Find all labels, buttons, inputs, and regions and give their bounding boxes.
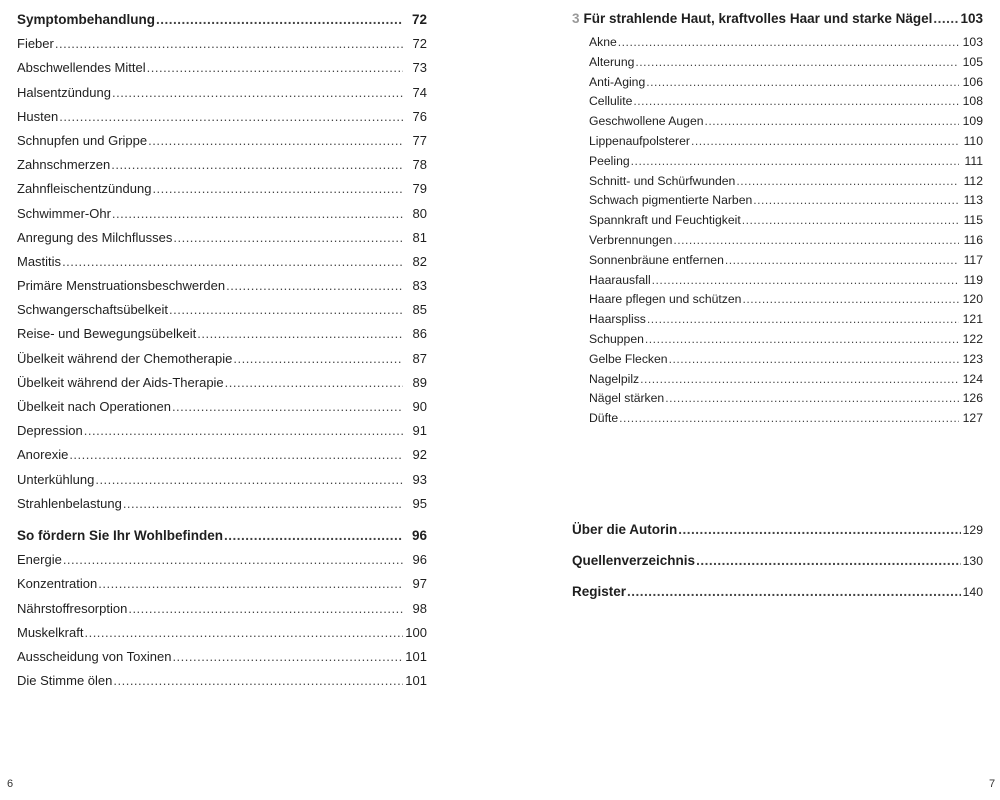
toc-entry-title: Zahnfleischentzündung — [17, 181, 152, 197]
toc-entry[interactable] — [572, 151, 983, 171]
toc-page-number: 101 — [405, 648, 427, 664]
leader-dots — [753, 190, 959, 210]
leader-dots — [640, 369, 959, 389]
toc-page-number: 97 — [412, 576, 427, 592]
leader-dots — [55, 32, 403, 56]
toc-entry-title: Symptombehandlung — [17, 12, 155, 27]
toc-page-number: 105 — [962, 54, 983, 69]
toc-back-matter-entry[interactable] — [572, 576, 983, 607]
toc-entry-title: Verbrennungen — [589, 232, 673, 247]
toc-entry[interactable] — [17, 81, 427, 105]
toc-entry-title: Fieber — [17, 36, 54, 52]
toc-chapter-title — [572, 8, 932, 30]
toc-entry[interactable] — [17, 202, 427, 226]
toc-entry-title: Muskelkraft — [17, 624, 84, 640]
leader-dots — [63, 548, 403, 572]
toc-entry-title: Mastitis — [17, 253, 62, 269]
toc-page-number: 80 — [412, 205, 427, 221]
toc-page-number: 90 — [412, 399, 427, 414]
leader-dots — [933, 8, 958, 30]
toc-entry-title: Über die Autorin — [572, 522, 678, 537]
toc-entry-title: Primäre Menstruationsbeschwerden — [17, 278, 226, 294]
toc-entry-title: Reise- und Bewegungsübelkeit — [17, 326, 197, 342]
toc-page-number: 129 — [962, 523, 983, 537]
toc-entry[interactable] — [572, 190, 983, 210]
toc-entry[interactable] — [17, 322, 427, 346]
toc-entry[interactable] — [17, 56, 427, 80]
leader-dots — [705, 111, 959, 131]
toc-entry-title: Haarspliss — [589, 312, 646, 327]
toc-page-number: 112 — [963, 173, 983, 188]
toc-entry-title: Schnupfen und Grippe — [17, 132, 148, 148]
toc-page-number: 103 — [960, 11, 983, 26]
toc-page-number: 124 — [962, 371, 983, 386]
toc-entry-title: Sonnenbräune entfernen — [589, 252, 724, 267]
leader-dots — [647, 309, 959, 329]
toc-section-heading[interactable] — [17, 524, 427, 548]
toc-entry[interactable] — [17, 274, 427, 298]
toc-entry-title: Übelkeit während der Chemotherapie — [17, 350, 233, 366]
toc-entry-title: Schwangerschaftsübelkeit — [17, 302, 169, 318]
toc-page-number: 91 — [412, 423, 427, 439]
toc-entry-title: Haarausfall — [589, 272, 651, 287]
toc-section-heading[interactable] — [17, 8, 427, 32]
toc-entry-title: Nagelpilz — [589, 371, 640, 386]
toc-page-number: 83 — [412, 278, 427, 294]
toc-entry[interactable] — [17, 669, 427, 693]
toc-entry[interactable] — [17, 105, 427, 129]
toc-page-number: 140 — [962, 585, 983, 599]
leader-dots — [725, 250, 959, 270]
toc-entry[interactable] — [572, 111, 983, 131]
toc-page-number: 126 — [962, 391, 983, 406]
toc-page-number: 76 — [412, 108, 427, 124]
toc-entry[interactable] — [572, 408, 983, 428]
toc-entry[interactable] — [572, 309, 983, 329]
toc-entry[interactable] — [17, 419, 427, 443]
leader-dots — [172, 395, 403, 419]
toc-page-number: 89 — [412, 374, 427, 390]
toc-entry-title: Depression — [17, 423, 83, 439]
leader-dots — [172, 645, 403, 669]
toc-entry-title: Anti-Aging — [589, 74, 646, 89]
leader-dots — [225, 371, 403, 395]
leader-dots — [678, 514, 960, 545]
right-toc-list — [572, 8, 983, 428]
toc-page-number: 103 — [962, 35, 983, 49]
left-toc-list — [17, 8, 427, 693]
leader-dots — [95, 468, 403, 492]
toc-entry-title: Abschwellendes Mittel — [17, 60, 146, 76]
leader-dots — [156, 8, 403, 32]
toc-entry[interactable] — [17, 32, 427, 56]
toc-page-number: 72 — [411, 12, 427, 27]
toc-entry-title: So fördern Sie Ihr Wohlbefinden — [17, 527, 224, 543]
toc-entry-title: Schuppen — [589, 331, 644, 346]
toc-entry[interactable] — [17, 129, 427, 153]
leader-dots — [112, 202, 403, 226]
leader-dots — [152, 177, 403, 201]
toc-back-matter-entry[interactable] — [572, 514, 983, 545]
toc-page-number: 119 — [963, 272, 983, 287]
toc-entry-title: Strahlenbelastung — [17, 495, 122, 511]
toc-page-number: 96 — [412, 552, 427, 568]
toc-page-number: 117 — [963, 252, 983, 267]
toc-entry-title: Haare pflegen und schützen — [589, 292, 742, 307]
toc-entry-title: Übelkeit nach Operationen — [17, 399, 171, 414]
toc-page-number: 122 — [962, 331, 983, 346]
leader-dots — [631, 151, 959, 171]
leader-dots — [169, 298, 403, 322]
leader-dots — [691, 131, 959, 151]
toc-page-number: 72 — [412, 36, 427, 52]
toc-page-number: 127 — [962, 411, 983, 426]
toc-page-number: 95 — [412, 495, 427, 511]
toc-entry[interactable] — [572, 210, 983, 230]
toc-entry[interactable] — [17, 548, 427, 572]
toc-page-number: 101 — [405, 673, 427, 689]
leader-dots — [226, 274, 403, 298]
toc-entry-title: Schwimmer-Ohr — [17, 205, 111, 221]
toc-entry-title: Akne — [589, 35, 617, 49]
toc-entry-title: Cellulite — [589, 94, 633, 109]
toc-page-number: 120 — [962, 292, 983, 307]
toc-entry[interactable] — [17, 621, 427, 645]
leader-dots — [62, 250, 403, 274]
toc-page-number: 121 — [962, 312, 983, 327]
toc-page-number: 93 — [412, 471, 427, 487]
toc-page-number: 81 — [412, 229, 427, 245]
leader-dots — [619, 408, 959, 428]
toc-entry[interactable] — [17, 645, 427, 669]
toc-entry[interactable] — [572, 52, 983, 72]
toc-entry-title: Ausscheidung von Toxinen — [17, 648, 172, 664]
leader-dots — [673, 230, 959, 250]
toc-entry[interactable] — [17, 492, 427, 516]
toc-entry-title: Energie — [17, 552, 62, 568]
toc-entry[interactable] — [17, 250, 427, 274]
toc-page-number: 78 — [412, 157, 427, 173]
toc-entry-title: Nägel stärken — [589, 391, 665, 406]
toc-entry-title: Gelbe Flecken — [589, 351, 668, 366]
toc-entry-title: Übelkeit während der Aids-Therapie — [17, 374, 224, 390]
toc-page-number: 111 — [964, 153, 983, 168]
toc-entry[interactable] — [572, 388, 983, 408]
leader-dots — [736, 171, 959, 191]
leader-dots — [147, 56, 403, 80]
toc-entry[interactable] — [17, 153, 427, 177]
leader-dots — [69, 443, 403, 467]
toc-page-number: 115 — [963, 213, 983, 228]
toc-entry[interactable] — [17, 298, 427, 322]
toc-page-number: 92 — [412, 447, 427, 463]
leader-dots — [197, 322, 403, 346]
toc-page-number: 113 — [963, 193, 983, 208]
toc-page-number: 87 — [412, 350, 427, 366]
leader-dots — [627, 576, 961, 607]
toc-entry-title: Lippenaufpolsterer — [589, 133, 690, 148]
leader-dots — [633, 91, 959, 111]
toc-entry[interactable] — [572, 289, 983, 309]
toc-entry-title: Quellenverzeichnis — [572, 553, 696, 568]
toc-entry[interactable] — [572, 250, 983, 270]
toc-entry[interactable] — [572, 32, 983, 52]
leader-dots — [646, 72, 959, 92]
leader-dots — [652, 270, 959, 290]
toc-entry-title: Konzentration — [17, 576, 98, 592]
toc-entry[interactable] — [572, 329, 983, 349]
leader-dots — [742, 289, 959, 309]
toc-entry-title: Halsentzündung — [17, 84, 111, 100]
leader-dots — [59, 105, 403, 129]
toc-entry[interactable] — [17, 572, 427, 596]
toc-chapter-heading[interactable] — [572, 8, 983, 30]
toc-entry-title: Unterkühlung — [17, 471, 95, 487]
toc-entry[interactable] — [17, 177, 427, 201]
toc-entry[interactable] — [572, 131, 983, 151]
toc-entry-title: Zahnschmerzen — [17, 157, 111, 173]
leader-dots — [618, 32, 959, 52]
toc-entry[interactable] — [17, 371, 427, 395]
toc-page-number: 82 — [412, 253, 427, 269]
toc-page-number: 108 — [962, 94, 983, 109]
leader-dots — [224, 524, 403, 548]
toc-page-number: 73 — [412, 60, 427, 76]
toc-entry[interactable] — [17, 347, 427, 371]
toc-page-number: 100 — [405, 624, 427, 640]
chapter-number: 3 — [572, 11, 580, 26]
leader-dots — [669, 349, 959, 369]
leader-dots — [112, 81, 403, 105]
leader-dots — [148, 129, 403, 153]
leader-dots — [111, 153, 403, 177]
leader-dots — [645, 329, 959, 349]
toc-entry[interactable] — [572, 369, 983, 389]
toc-entry[interactable] — [572, 72, 983, 92]
toc-entry-title: Husten — [17, 108, 59, 124]
toc-page-number: 106 — [962, 74, 983, 89]
toc-page-number: 116 — [963, 232, 983, 247]
chapter-title-text: Für strahlende Haut, kraftvolles Haar und starke Nägel — [583, 11, 933, 26]
leader-dots — [113, 669, 403, 693]
toc-page-number: 110 — [963, 133, 983, 148]
back-matter-list — [572, 514, 983, 607]
toc-entry[interactable] — [17, 443, 427, 467]
toc-back-matter-entry[interactable] — [572, 545, 983, 576]
toc-entry[interactable] — [17, 226, 427, 250]
toc-entry[interactable] — [17, 597, 427, 621]
toc-page-number: 74 — [412, 84, 427, 100]
toc-entry-title: Alterung — [589, 54, 635, 69]
toc-entry[interactable] — [17, 395, 427, 419]
leader-dots — [128, 597, 403, 621]
toc-page-number: 130 — [962, 554, 983, 568]
leader-dots — [98, 572, 403, 596]
toc-page-number: 98 — [412, 600, 427, 616]
toc-page-number: 77 — [412, 132, 427, 148]
toc-entry-title: Düfte — [589, 411, 619, 426]
toc-entry[interactable] — [572, 91, 983, 111]
toc-page-number: 85 — [412, 302, 427, 318]
toc-entry[interactable] — [572, 230, 983, 250]
leader-dots — [635, 52, 959, 72]
toc-entry-title: Nährstoffresorption — [17, 600, 128, 616]
toc-entry-title: Anorexie — [17, 447, 69, 463]
toc-entry-title: Peeling — [589, 153, 630, 168]
leader-dots — [84, 419, 403, 443]
toc-page-number: 123 — [962, 351, 983, 366]
toc-entry-title: Die Stimme ölen — [17, 673, 113, 689]
toc-entry-title: Schwach pigmentierte Narben — [589, 193, 753, 208]
toc-page-number: 96 — [411, 527, 427, 543]
toc-entry-title: Schnitt- und Schürfwunden — [589, 173, 736, 188]
toc-entry-title: Register — [572, 584, 627, 599]
page-number-left: 6 — [7, 778, 14, 790]
toc-entry-title: Geschwollene Augen — [589, 114, 704, 129]
toc-entry[interactable] — [572, 349, 983, 369]
toc-page-number: 86 — [412, 326, 427, 342]
toc-entry-title: Anregung des Milchflusses — [17, 229, 173, 245]
toc-page-number: 109 — [962, 114, 983, 129]
toc-entry-title: Spannkraft und Feuchtigkeit — [589, 213, 741, 228]
leader-dots — [123, 492, 403, 516]
leader-dots — [233, 347, 403, 371]
toc-entry[interactable] — [17, 468, 427, 492]
leader-dots — [173, 226, 403, 250]
page-number-right: 7 — [989, 778, 996, 790]
leader-dots — [696, 545, 961, 576]
toc-entry[interactable] — [572, 270, 983, 290]
leader-dots — [84, 621, 403, 645]
leader-dots — [665, 388, 959, 408]
toc-page-number: 79 — [412, 181, 427, 197]
toc-entry[interactable] — [572, 171, 983, 191]
leader-dots — [742, 210, 959, 230]
